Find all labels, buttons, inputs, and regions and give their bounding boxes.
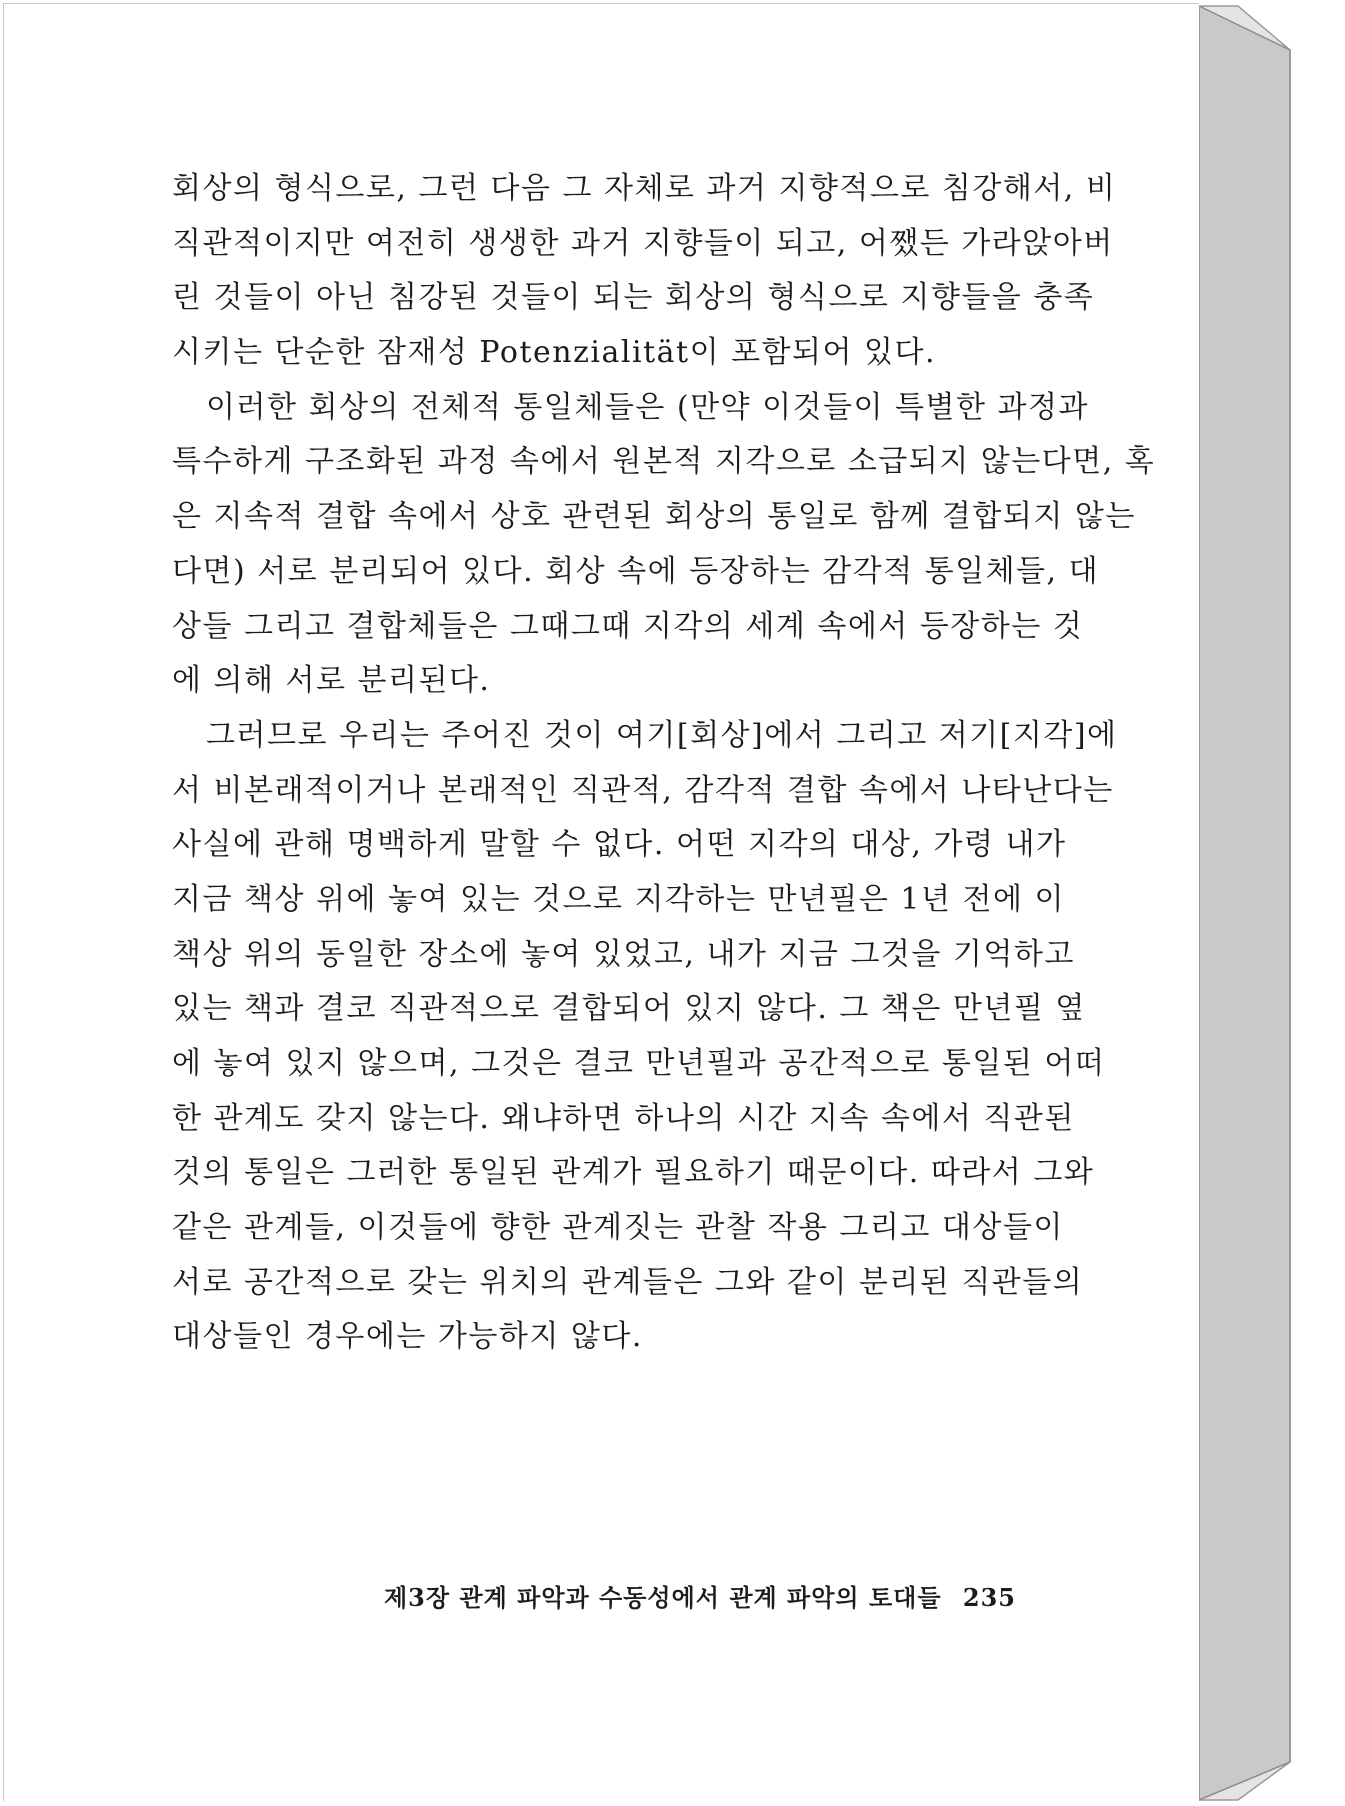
text-line: 특수하게 구조화된 과정 속에서 원본적 지각으로 소급되지 않는다면, 혹 <box>172 444 1156 480</box>
text-line: 에 놓여 있지 않으며, 그것은 결코 만년필과 공간적으로 통일된 어떠 <box>172 1046 1106 1081</box>
text-line: 한 관계도 갖지 않는다. 왜냐하면 하나의 시간 지속 속에서 직관된 <box>172 1100 1075 1136</box>
text-line: 시키는 단순한 잠재성 Potenzialität이 포함되어 있다. <box>172 335 937 371</box>
paragraph <box>172 381 1156 709</box>
text-line: 린 것들이 아닌 침강된 것들이 되는 회상의 형식으로 지향들을 충족 <box>172 280 1095 316</box>
text-line: 책상 위의 동일한 장소에 놓여 있었고, 내가 지금 그것을 기억하고 <box>172 936 1075 972</box>
body-text <box>172 162 1156 1365</box>
text-line: 상들 그리고 결합체들은 그때그때 지각의 세계 속에서 등장하는 것 <box>172 608 1084 644</box>
book-page <box>3 3 1199 1801</box>
paragraph <box>172 162 1117 381</box>
page-number: 235 <box>962 1583 1016 1612</box>
running-head: 제3장 관계 파악과 수동성에서 관계 파악의 토대들 <box>384 1583 942 1612</box>
text-line: 회상의 형식으로, 그런 다음 그 자체로 과거 지향적으로 침강해서, 비 <box>172 171 1117 206</box>
text-line: 서로 공간적으로 갖는 위치의 관계들은 그와 같이 분리된 직관들의 <box>172 1264 1084 1300</box>
text-line: 서 비본래적이거나 본래적인 직관적, 감각적 결합 속에서 나타난다는 <box>172 772 1114 808</box>
text-line: 다면) 서로 분리되어 있다. 회상 속에 등장하는 감각적 통일체들, 대 <box>172 553 1100 589</box>
text-line: 그러므로 우리는 주어진 것이 여기[회상]에서 그리고 저기[지각]에 <box>206 717 1118 753</box>
text-line: 있는 책과 결코 직관적으로 결합되어 있지 않다. 그 책은 만년필 옆 <box>172 991 1086 1027</box>
text-line: 대상들인 경우에는 가능하지 않다. <box>172 1319 643 1355</box>
text-line: 지금 책상 위에 놓여 있는 것으로 지각하는 만년필은 1년 전에 이 <box>172 881 1065 917</box>
text-line: 에 의해 서로 분리된다. <box>172 663 491 699</box>
text-line: 같은 관계들, 이것들에 향한 관계짓는 관찰 작용 그리고 대상들이 <box>172 1210 1064 1246</box>
page-footer <box>384 1578 1024 1613</box>
text-line: 직관적이지만 여전히 생생한 과거 지향들이 되고, 어쨌든 가라앉아버 <box>172 225 1114 261</box>
text-line: 이러한 회상의 전체적 통일체들은 (만약 이것들이 특별한 과정과 <box>206 389 1089 425</box>
text-line: 것의 통일은 그러한 통일된 관계가 필요하기 때문이다. 따라서 그와 <box>172 1155 1095 1191</box>
text-line: 은 지속적 결합 속에서 상호 관련된 회상의 통일로 함께 결합되지 않는 <box>172 499 1136 535</box>
paragraph <box>172 709 1118 1365</box>
text-line: 사실에 관해 명백하게 말할 수 없다. 어떤 지각의 대상, 가령 내가 <box>172 827 1067 863</box>
